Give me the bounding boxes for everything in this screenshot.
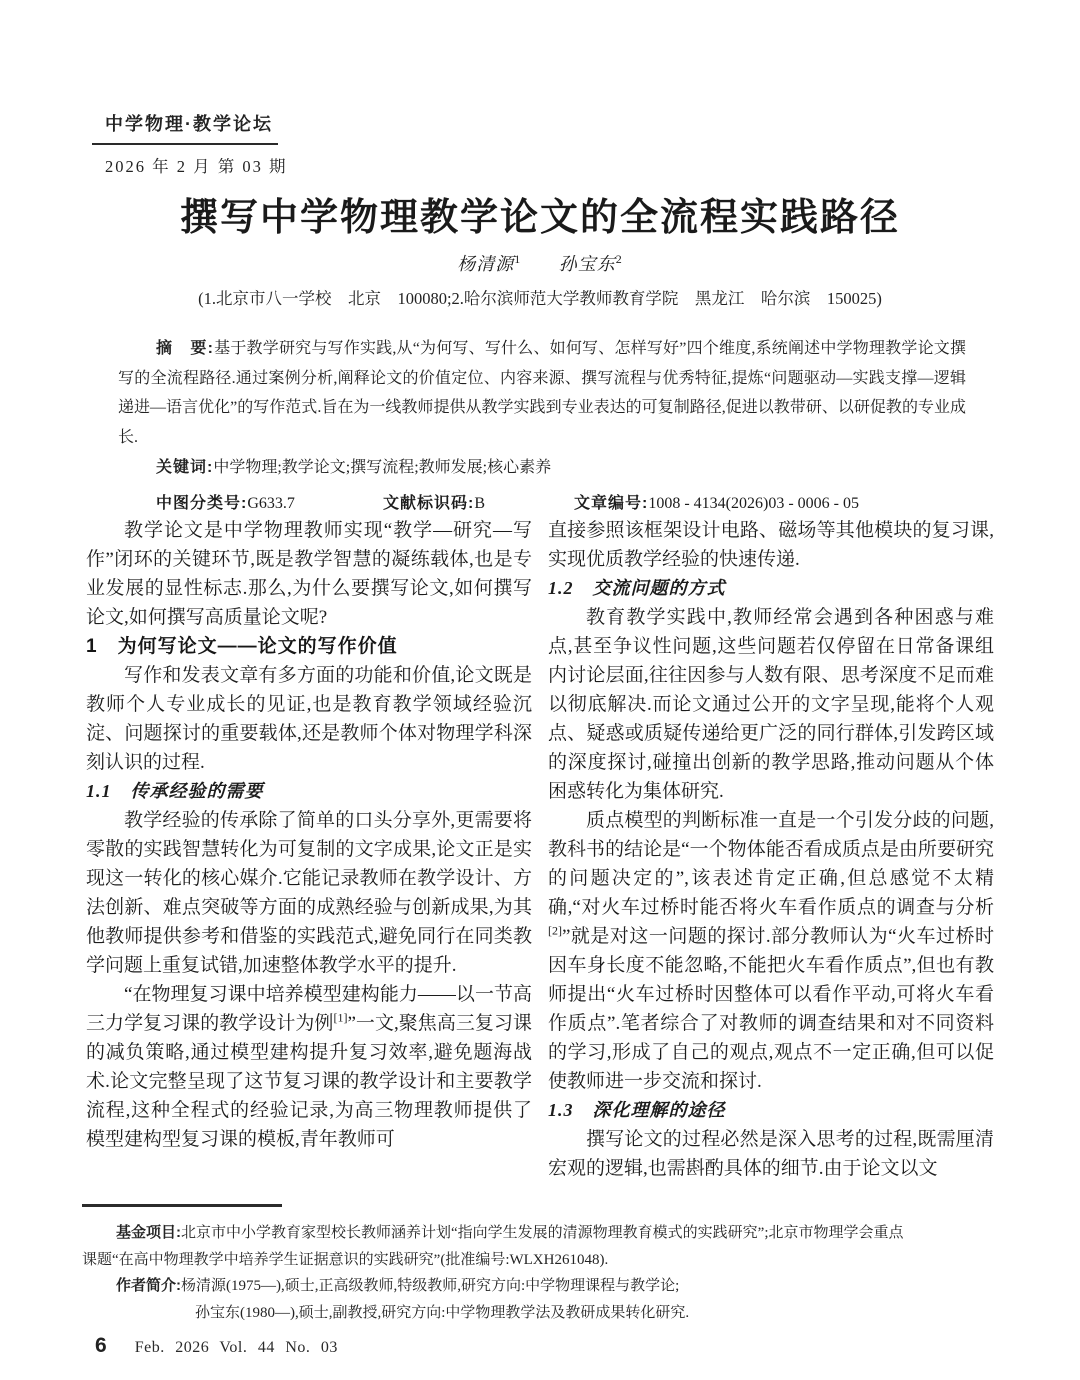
fund-note-line-1 [82,1220,998,1247]
clc-label: 中图分类号: [156,494,248,512]
author-1-superscript: 1 [514,252,522,266]
keywords-text: 中学物理;教学论文;撰写流程;教师发展;核心素养 [213,459,552,476]
keywords-line [118,453,966,483]
author-2 [559,254,623,274]
masthead [92,110,288,177]
issue-line: 2026 年 2 月 第 03 期 [105,157,288,176]
abstract-block [118,334,966,513]
doc-code-value: B [474,494,486,512]
paragraph-text: “在物理复习课中培养模型建构能力——以一节高三力学复习课的教学设计为例 [86,984,532,1034]
abstract-text: 基于教学研究与写作实践,从“为何写、写什么、如何写、怎样写好”四个维度,系统阐述中学物理教学论文撰写的全流程路径.通过案例分析,阐释论文的价值定位、内容来源、撰写流程与优秀特征,提炼“问题驱动—实践支撑—逻辑递进—语言优化”的写作范式.旨在为一线教师提供从教学实践到专业表达的可复制路径,促进以教带研、以研促教的专业成长. [118,340,966,446]
reference-superscript-2: [2] [548,923,562,938]
fund-text: 北京市中小学教育家型校长教师涵养计划“指向学生发展的清源物理教育模式的实践研究”;北京市物理学会重点 [181,1225,904,1241]
article-id-label: 文章编号: [574,494,649,512]
paragraph-continuation: 直接参照该框架设计电路、磁场等其他模块的复习课,实现优质教学经验的快速传递. [548,520,994,570]
subsection-heading-1-2: 1.2 交流问题的方式 [548,578,726,598]
article-id-item [574,490,966,513]
left-column [86,516,532,1183]
article-id-value: 1008 - 4134(2026)03 - 0006 - 05 [648,494,859,512]
footnote-block [82,1204,998,1326]
author-bio-line-2: 孙宝东(1980—),硕士,副教授,研究方向:中学物理教学法及教研成果转化研究. [195,1304,690,1321]
doc-code-item [383,490,574,513]
clc-item [156,490,383,513]
fund-label: 基金项目: [116,1224,181,1241]
keywords-label: 关键词: [156,459,214,476]
meta-row [118,490,966,513]
author-bio-line-1 [82,1273,998,1300]
paragraph-text: ”一文,聚焦高三复习课的减负策略,通过模型建构提升复习效率,避免题海战术.论文完整呈现了这节复习课的教学设计和主要教学流程,这种全程式的经验记录,为高三物理教师提供了模型建构型复习课的模板,青年教师可 [86,1013,532,1150]
footnote-separator-rule [82,1204,282,1207]
abstract-label: 摘 要: [156,340,214,357]
author-2-name: 孙宝东 [558,254,616,274]
journal-name: 中学物理·教学论坛 [105,114,273,134]
body-columns [86,516,994,1183]
doc-code-label: 文献标识码: [383,494,475,512]
page-number: 6 [95,1334,107,1357]
paragraph: 教学经验的传承除了简单的口头分享外,更需要将零散的实践智慧转化为可复制的文字成果,论文正是实现这一转化的核心媒介.它能记录教师在教学设计、方法创新、难点突破等方面的成熟经验与创新成果,为其他教师提供参考和借鉴的实践范式,避免同行在同类教学问题上重复试错,加速整体教学水平的提升. [86,810,532,976]
fund-note-line-2: 课题“在高中物理教学中培养学生证据意识的实践研究”(批准编号:WLXH261048). [82,1251,609,1268]
footer-issue-info: Feb. 2026 Vol. 44 No. 03 [134,1339,338,1356]
section-heading-1: 1 为何写论文——论文的写作价值 [86,636,398,657]
paragraph-text: ”就是对这一问题的探讨.部分教师认为“火车过桥时因车身长度不能忽略,不能把火车看作质点”,但也有教师提出“火车过桥时因整体可以看作平动,可将火车看作质点”.笔者综合了对教师的调查结果和对不同资料的学习,形成了自己的观点,观点不一定正确,但可以促使教师进一步交流和探讨. [548,926,994,1092]
affiliation-line: (1.北京市八一学校 北京 100080;2.哈尔滨师范大学教师教育学院 黑龙江 哈尔滨 150025) [198,289,882,308]
paragraph-with-reference [548,806,994,1096]
paragraph: 教育教学实践中,教师经常会遇到各种困惑与难点,甚至争议性问题,这些问题若仅停留在日常备课组内讨论层面,往往因参与人数有限、思考深度不足而难以彻底解决.而论文通过公开的文字呈现,能将个人观点、疑惑或质疑传递给更广泛的同行群体,引发跨区域的深度探讨,碰撞出创新的教学思路,推动问题从个体困惑转化为集体研究. [548,607,994,802]
paragraph-with-reference [86,980,532,1154]
reference-superscript-1: [1] [333,1010,348,1025]
author-1-name: 杨清源 [457,254,515,274]
subsection-heading-1-1: 1.1 传承经验的需要 [86,781,264,801]
article-title: 撰写中学物理教学论文的全流程实践路径 [179,197,900,239]
author-1 [457,254,521,274]
paragraph: 教学论文是中学物理教师实现“教学—研究—写作”闭环的关键环节,既是教学智慧的凝练载体,也是专业发展的显性标志.那么,为什么要撰写论文,如何撰写论文,如何撰写高质量论文呢? [86,520,532,628]
right-column [548,516,994,1183]
authors-line [0,250,1080,276]
bio-label: 作者简介: [116,1277,181,1294]
paragraph-text: 质点模型的判断标准一直是一个引发分歧的问题,教科书的结论是“一个物体能否看成质点是由所要研究的问题决定的”,该表述肯定正确,但总感觉不太精确,“对火车过桥时能否将火车看作质点的调查与分析 [548,810,994,918]
subsection-heading-1-3: 1.3 深化理解的途径 [548,1100,726,1120]
paragraph: 撰写论文的过程必然是深入思考的过程,既需厘清宏观的逻辑,也需斟酌具体的细节.由于论文以文 [548,1129,994,1179]
clc-value: G633.7 [247,494,295,512]
bio-text: 杨清源(1975—),硕士,正高级教师,特级教师,研究方向:中学物理课程与教学论; [181,1278,680,1294]
page-footer [95,1334,338,1358]
paragraph: 写作和发表文章有多方面的功能和价值,论文既是教师个人专业成长的见证,也是教育教学领域经验沉淀、问题探讨的重要载体,还是教师个体对物理学科深刻认识的过程. [86,665,532,773]
author-2-superscript: 2 [615,252,623,266]
abstract-paragraph [118,334,966,452]
masthead-rule [92,143,278,145]
